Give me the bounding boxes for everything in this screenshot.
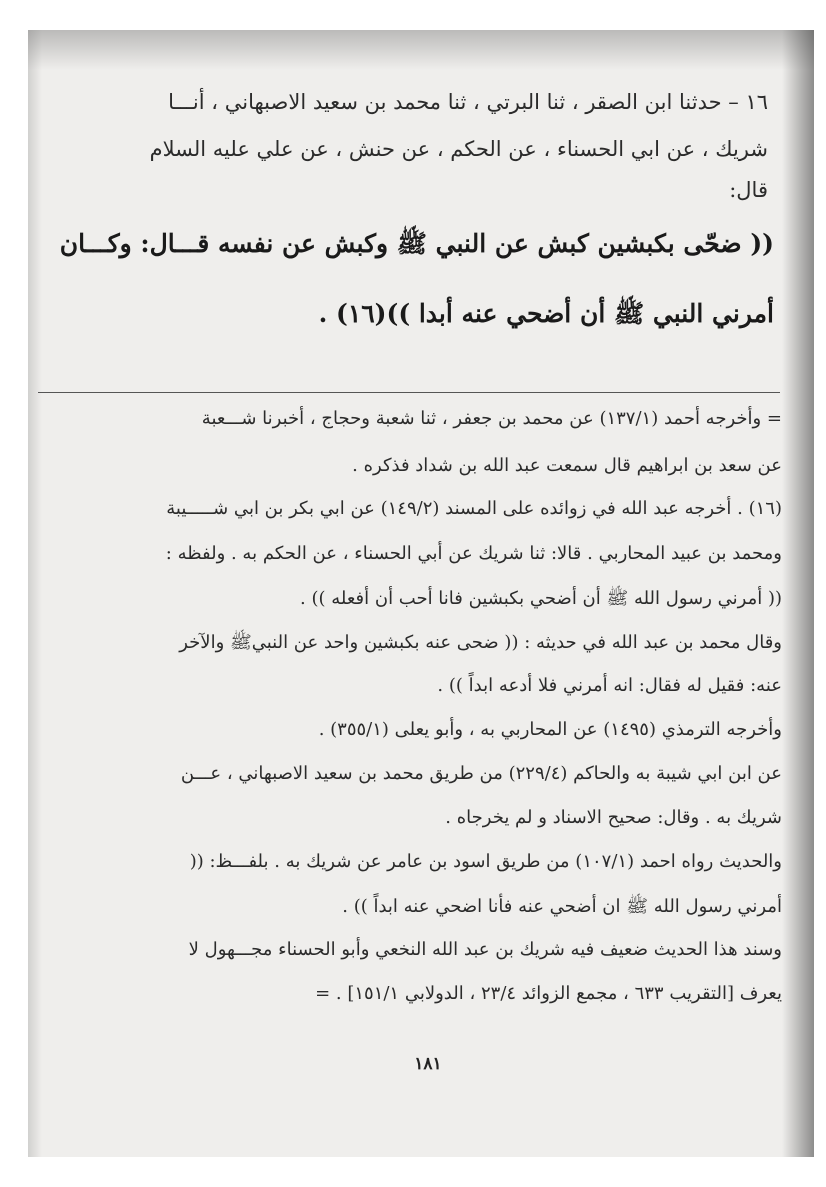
footnote-line: عنه: فقيل له فقال: انه أمرني فلا أدعه ابداً )) . xyxy=(437,675,782,696)
footnote-line: شريك به . وقال: صحيح الاسناد و لم يخرجاه . xyxy=(445,807,782,828)
page-number: ١٨١ xyxy=(414,1054,442,1074)
right-shadow xyxy=(782,30,814,1157)
footnote-separator xyxy=(38,392,780,393)
hadith-text-line-2: أمرني النبي ﷺ أن أضحي عنه أبدا ))(١٦) . xyxy=(318,299,774,328)
footnote-line: = وأخرجه أحمد (١٣٧/١) عن محمد بن جعفر ، ثنا شعبة وحجاج ، أخبرنا شـــعبة xyxy=(201,408,782,429)
top-shadow xyxy=(28,30,814,70)
hadith-line-2: شريك ، عن ابي الحسناء ، عن الحكم ، عن حنش ، عن علي عليه السلام xyxy=(149,137,768,161)
footnote-line: والحديث رواه احمد (١٠٧/١) من طريق اسود بن عامر عن شريك به . بلفـــظ: (( xyxy=(189,851,782,872)
footnote-line: يعرف [التقريب ٦٣٣ ، مجمع الزوائد ٢٣/٤ ، الدولابي ١٥١/١] . = xyxy=(315,983,782,1004)
footnote-line: وأخرجه الترمذي (١٤٩٥) عن المحاربي به ، وأبو يعلى (٣٥٥/١) . xyxy=(318,719,782,740)
footnote-line: (١٦) . أخرجه عبد الله في زوائده على المسند (١٤٩/٢) عن ابي بكر بن ابي شـــــيبة xyxy=(166,498,782,519)
scanned-page xyxy=(28,30,814,1157)
hadith-line-1: ١٦ – حدثنا ابن الصقر ، ثنا البرتي ، ثنا محمد بن سعيد الاصبهاني ، أنـــا xyxy=(168,90,768,114)
hadith-text-line-1: (( ضحّى بكبشين كبش عن النبي ﷺ وكبش عن نفسه قـــال: وكـــان xyxy=(59,229,774,258)
footnote-line: ومحمد بن عبيد المحاربي . قالا: ثنا شريك عن أبي الحسناء ، عن الحكم به . ولفظه : xyxy=(165,543,782,564)
footnote-line: وقال محمد بن عبد الله في حديثه : (( ضحى عنه بكبشين واحد عن النبيﷺ والآخر xyxy=(179,632,782,653)
footnote-line: أمرني رسول الله ﷺ ان أضحي عنه فأنا اضحي عنه ابداً )) . xyxy=(342,896,782,917)
footnote-line: عن ابن ابي شيبة به والحاكم (٢٢٩/٤) من طريق محمد بن سعيد الاصبهاني ، عـــن xyxy=(180,763,782,784)
left-shadow xyxy=(28,30,42,1157)
footnote-line: (( أمرني رسول الله ﷺ أن أضحي بكبشين فانا أحب أن أفعله )) . xyxy=(300,588,782,609)
hadith-line-3: قال: xyxy=(729,178,768,202)
footnote-line: عن سعد بن ابراهيم قال سمعت عبد الله بن شداد فذكره . xyxy=(352,455,782,476)
footnote-line: وسند هذا الحديث ضعيف فيه شريك بن عبد الله النخعي وأبو الحسناء مجـــهول لا xyxy=(188,939,782,960)
